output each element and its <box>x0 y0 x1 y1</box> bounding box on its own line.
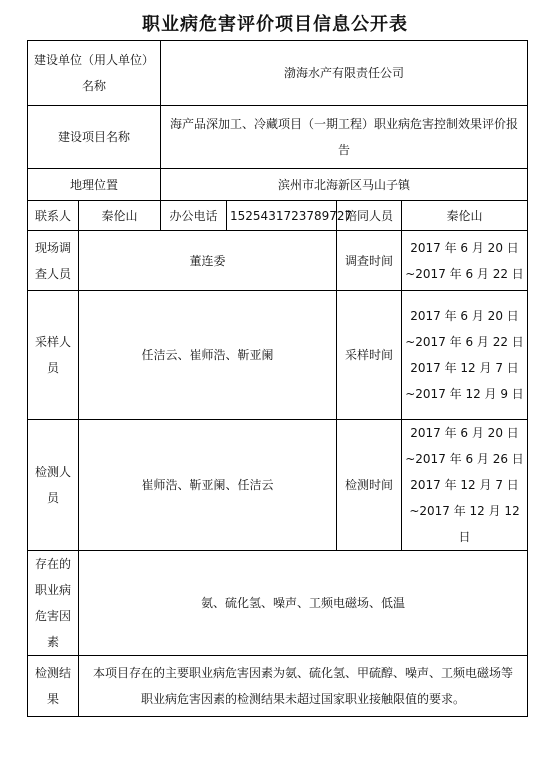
sampling-label-line2: 员 <box>46 361 59 375</box>
result-value-cell <box>79 656 528 717</box>
survey-time-line2: ~2017 年 6 月 22 日 <box>405 266 524 281</box>
sampling-label-line1: 采样人 <box>34 335 71 349</box>
survey-personnel-cell: 董连委 <box>79 231 337 291</box>
testing-time-line1: 2017 年 6 月 20 日 <box>410 426 519 440</box>
escort-value-cell: 秦伦山 <box>402 201 528 231</box>
escort-label-cell: 陪同人员 <box>337 201 402 231</box>
project-value-line1: 海产品深加工、冷藏项目（一期工程）职业病危害控制效果评价报 <box>170 117 519 131</box>
result-label-line1: 检测结 <box>34 666 71 680</box>
contact-label-cell: 联系人 <box>28 201 79 231</box>
hazards-label-line2: 职业病 <box>34 583 71 597</box>
result-label-cell <box>28 656 79 717</box>
sampling-time-line1: 2017 年 6 月 20 日 <box>410 309 519 323</box>
row-hazards <box>28 551 528 656</box>
row-sampling <box>28 291 528 420</box>
unit-label-line1: 建设单位（用人单位） <box>34 53 155 67</box>
survey-label-line1: 现场调 <box>34 240 71 255</box>
survey-label-cell <box>28 231 79 291</box>
result-value-line2: 职业病危害因素的检测结果未超过国家职业接触限值的要求。 <box>141 692 466 706</box>
phone-value-cell: 1525431723789727 <box>227 201 337 231</box>
testing-time-cell <box>402 420 528 551</box>
unit-value-cell: 渤海水产有限责任公司 <box>161 41 528 106</box>
sampling-time-cell <box>402 291 528 420</box>
survey-label-line2: 查人员 <box>34 266 71 281</box>
hazards-label-cell <box>28 551 79 656</box>
row-project <box>28 106 528 169</box>
hazards-label-line4: 素 <box>46 635 59 649</box>
project-label-cell: 建设项目名称 <box>28 106 161 169</box>
unit-label-line2: 名称 <box>82 79 107 93</box>
location-label-cell: 地理位置 <box>28 169 161 201</box>
hazards-label-line1: 存在的 <box>34 557 71 571</box>
phone-label-cell: 办公电话 <box>161 201 227 231</box>
survey-time-label-cell: 调查时间 <box>337 231 402 291</box>
sampling-label-cell <box>28 291 79 420</box>
testing-personnel-cell: 崔师浩、靳亚阑、任洁云 <box>79 420 337 551</box>
survey-time-cell <box>402 231 528 291</box>
testing-time-line2: ~2017 年 6 月 26 日 <box>405 452 524 466</box>
survey-time-line1: 2017 年 6 月 20 日 <box>410 240 519 255</box>
location-value-cell: 滨州市北海新区马山子镇 <box>161 169 528 201</box>
testing-label-line1: 检测人 <box>34 465 71 479</box>
result-value-line1: 本项目存在的主要职业病危害因素为氨、硫化氢、甲硫醇、噪声、工频电磁场等 <box>93 666 514 680</box>
sampling-time-line3: 2017 年 12 月 7 日 <box>410 361 519 375</box>
sampling-time-line2: ~2017 年 6 月 22 日 <box>405 335 524 349</box>
project-value-line2: 告 <box>338 143 351 157</box>
testing-time-line4: ~2017 年 12 月 12 日 <box>409 504 520 544</box>
row-unit <box>28 41 528 106</box>
row-result <box>28 656 528 717</box>
row-contact <box>28 201 528 231</box>
row-testing <box>28 420 528 551</box>
hazards-value-cell: 氨、硫化氢、噪声、工频电磁场、低温 <box>79 551 528 656</box>
page-title: 职业病危害评价项目信息公开表 <box>142 14 408 35</box>
unit-label-cell <box>28 41 161 106</box>
testing-time-line3: 2017 年 12 月 7 日 <box>410 478 519 492</box>
project-value-cell <box>161 106 528 169</box>
info-table <box>27 40 528 717</box>
testing-label-line2: 员 <box>46 491 59 505</box>
row-location <box>28 169 528 201</box>
sampling-time-label-cell: 采样时间 <box>337 291 402 420</box>
sampling-personnel-cell: 任洁云、崔师浩、靳亚阑 <box>79 291 337 420</box>
result-label-line2: 果 <box>46 692 59 706</box>
testing-time-label-cell: 检测时间 <box>337 420 402 551</box>
hazards-label-line3: 危害因 <box>34 609 71 623</box>
contact-value-cell: 秦伦山 <box>79 201 161 231</box>
row-survey <box>28 231 528 291</box>
sampling-time-line4: ~2017 年 12 月 9 日 <box>405 387 524 401</box>
testing-label-cell <box>28 420 79 551</box>
